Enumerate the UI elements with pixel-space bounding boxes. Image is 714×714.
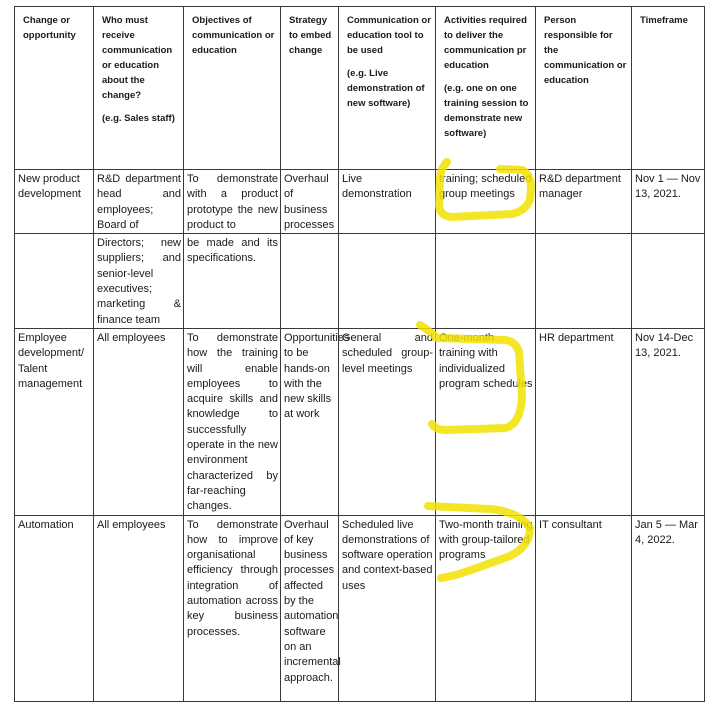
header-objectives: Objectives of communication or education xyxy=(184,7,281,170)
cell-tool: Scheduled live demonstrations of software operation and context-based uses xyxy=(339,515,436,701)
cell-activities: One-month training with individualized program schedules xyxy=(436,328,536,515)
header-person-responsible: Person responsible for the communication or education xyxy=(536,7,632,170)
cell-objectives: To demonstrate how to improve organisational efficiency through integration of automation across key business processes. xyxy=(184,515,281,701)
cell-person xyxy=(536,234,632,329)
header-timeframe: Timeframe xyxy=(632,7,705,170)
table-row xyxy=(15,515,705,701)
cell-objectives: To demonstrate how the training will enable employees to acquire skills and knowledge to successfully operate in the new environment characterized by far-reaching changes. xyxy=(184,328,281,515)
cell-person: HR department xyxy=(536,328,632,515)
cell-tool xyxy=(339,234,436,329)
cell-who: Directors; new suppliers; and senior-level executives; marketing & finance team xyxy=(94,234,184,329)
cell-who: All employees xyxy=(94,515,184,701)
table-row xyxy=(15,328,705,515)
cell-who: All employees xyxy=(94,328,184,515)
cell-change: Automation xyxy=(15,515,94,701)
header-example-note: (e.g. Live demonstration of new software) xyxy=(347,68,425,109)
cell-activities: training; scheduled group meetings xyxy=(436,170,536,234)
header-example-note: (e.g. one on one training session to demonstrate new software) xyxy=(444,83,529,139)
cell-objectives: be made and its specifications. xyxy=(184,234,281,329)
header-example-note: (e.g. Sales staff) xyxy=(102,113,175,124)
header-row xyxy=(15,7,705,170)
cell-activities xyxy=(436,234,536,329)
header-who-must-receive: Who must receive communication or education about the change? (e.g. Sales staff) xyxy=(94,7,184,170)
cell-who: R&D department head and employees; Board of xyxy=(94,170,184,234)
cell-person: R&D department manager xyxy=(536,170,632,234)
cell-tool: Live demonstration xyxy=(339,170,436,234)
cell-change: Employee development/ Talent management xyxy=(15,328,94,515)
table-row xyxy=(15,234,705,329)
cell-timeframe xyxy=(632,234,705,329)
header-activities: Activities required to deliver the communication pr education (e.g. one on one training session to demonstrate new software) xyxy=(436,7,536,170)
table-row xyxy=(15,170,705,234)
header-communication-tool: Communication or education tool to be used (e.g. Live demonstration of new software) xyxy=(339,7,436,170)
cell-objectives: To demonstrate with a product prototype the new product to xyxy=(184,170,281,234)
cell-strategy xyxy=(281,234,339,329)
cell-person: IT consultant xyxy=(536,515,632,701)
cell-tool: General and scheduled group-level meetings xyxy=(339,328,436,515)
cell-activities: Two-month training with group-tailored programs xyxy=(436,515,536,701)
header-change-or-opportunity: Change or opportunity xyxy=(15,7,94,170)
cell-strategy: Overhaul of business processes xyxy=(281,170,339,234)
cell-timeframe: Jan 5 — Mar 4, 2022. xyxy=(632,515,705,701)
communication-plan-table xyxy=(14,6,705,702)
cell-timeframe: Nov 1 — Nov 13, 2021. xyxy=(632,170,705,234)
cell-timeframe: Nov 14-Dec 13, 2021. xyxy=(632,328,705,515)
cell-change xyxy=(15,234,94,329)
cell-change: New product development xyxy=(15,170,94,234)
header-strategy: Strategy to embed change xyxy=(281,7,339,170)
cell-strategy: Opportunities to be hands-on with the new skills at work xyxy=(281,328,339,515)
cell-strategy: Overhaul of key business processes affected by the automation software on an incremental approach. xyxy=(281,515,339,701)
